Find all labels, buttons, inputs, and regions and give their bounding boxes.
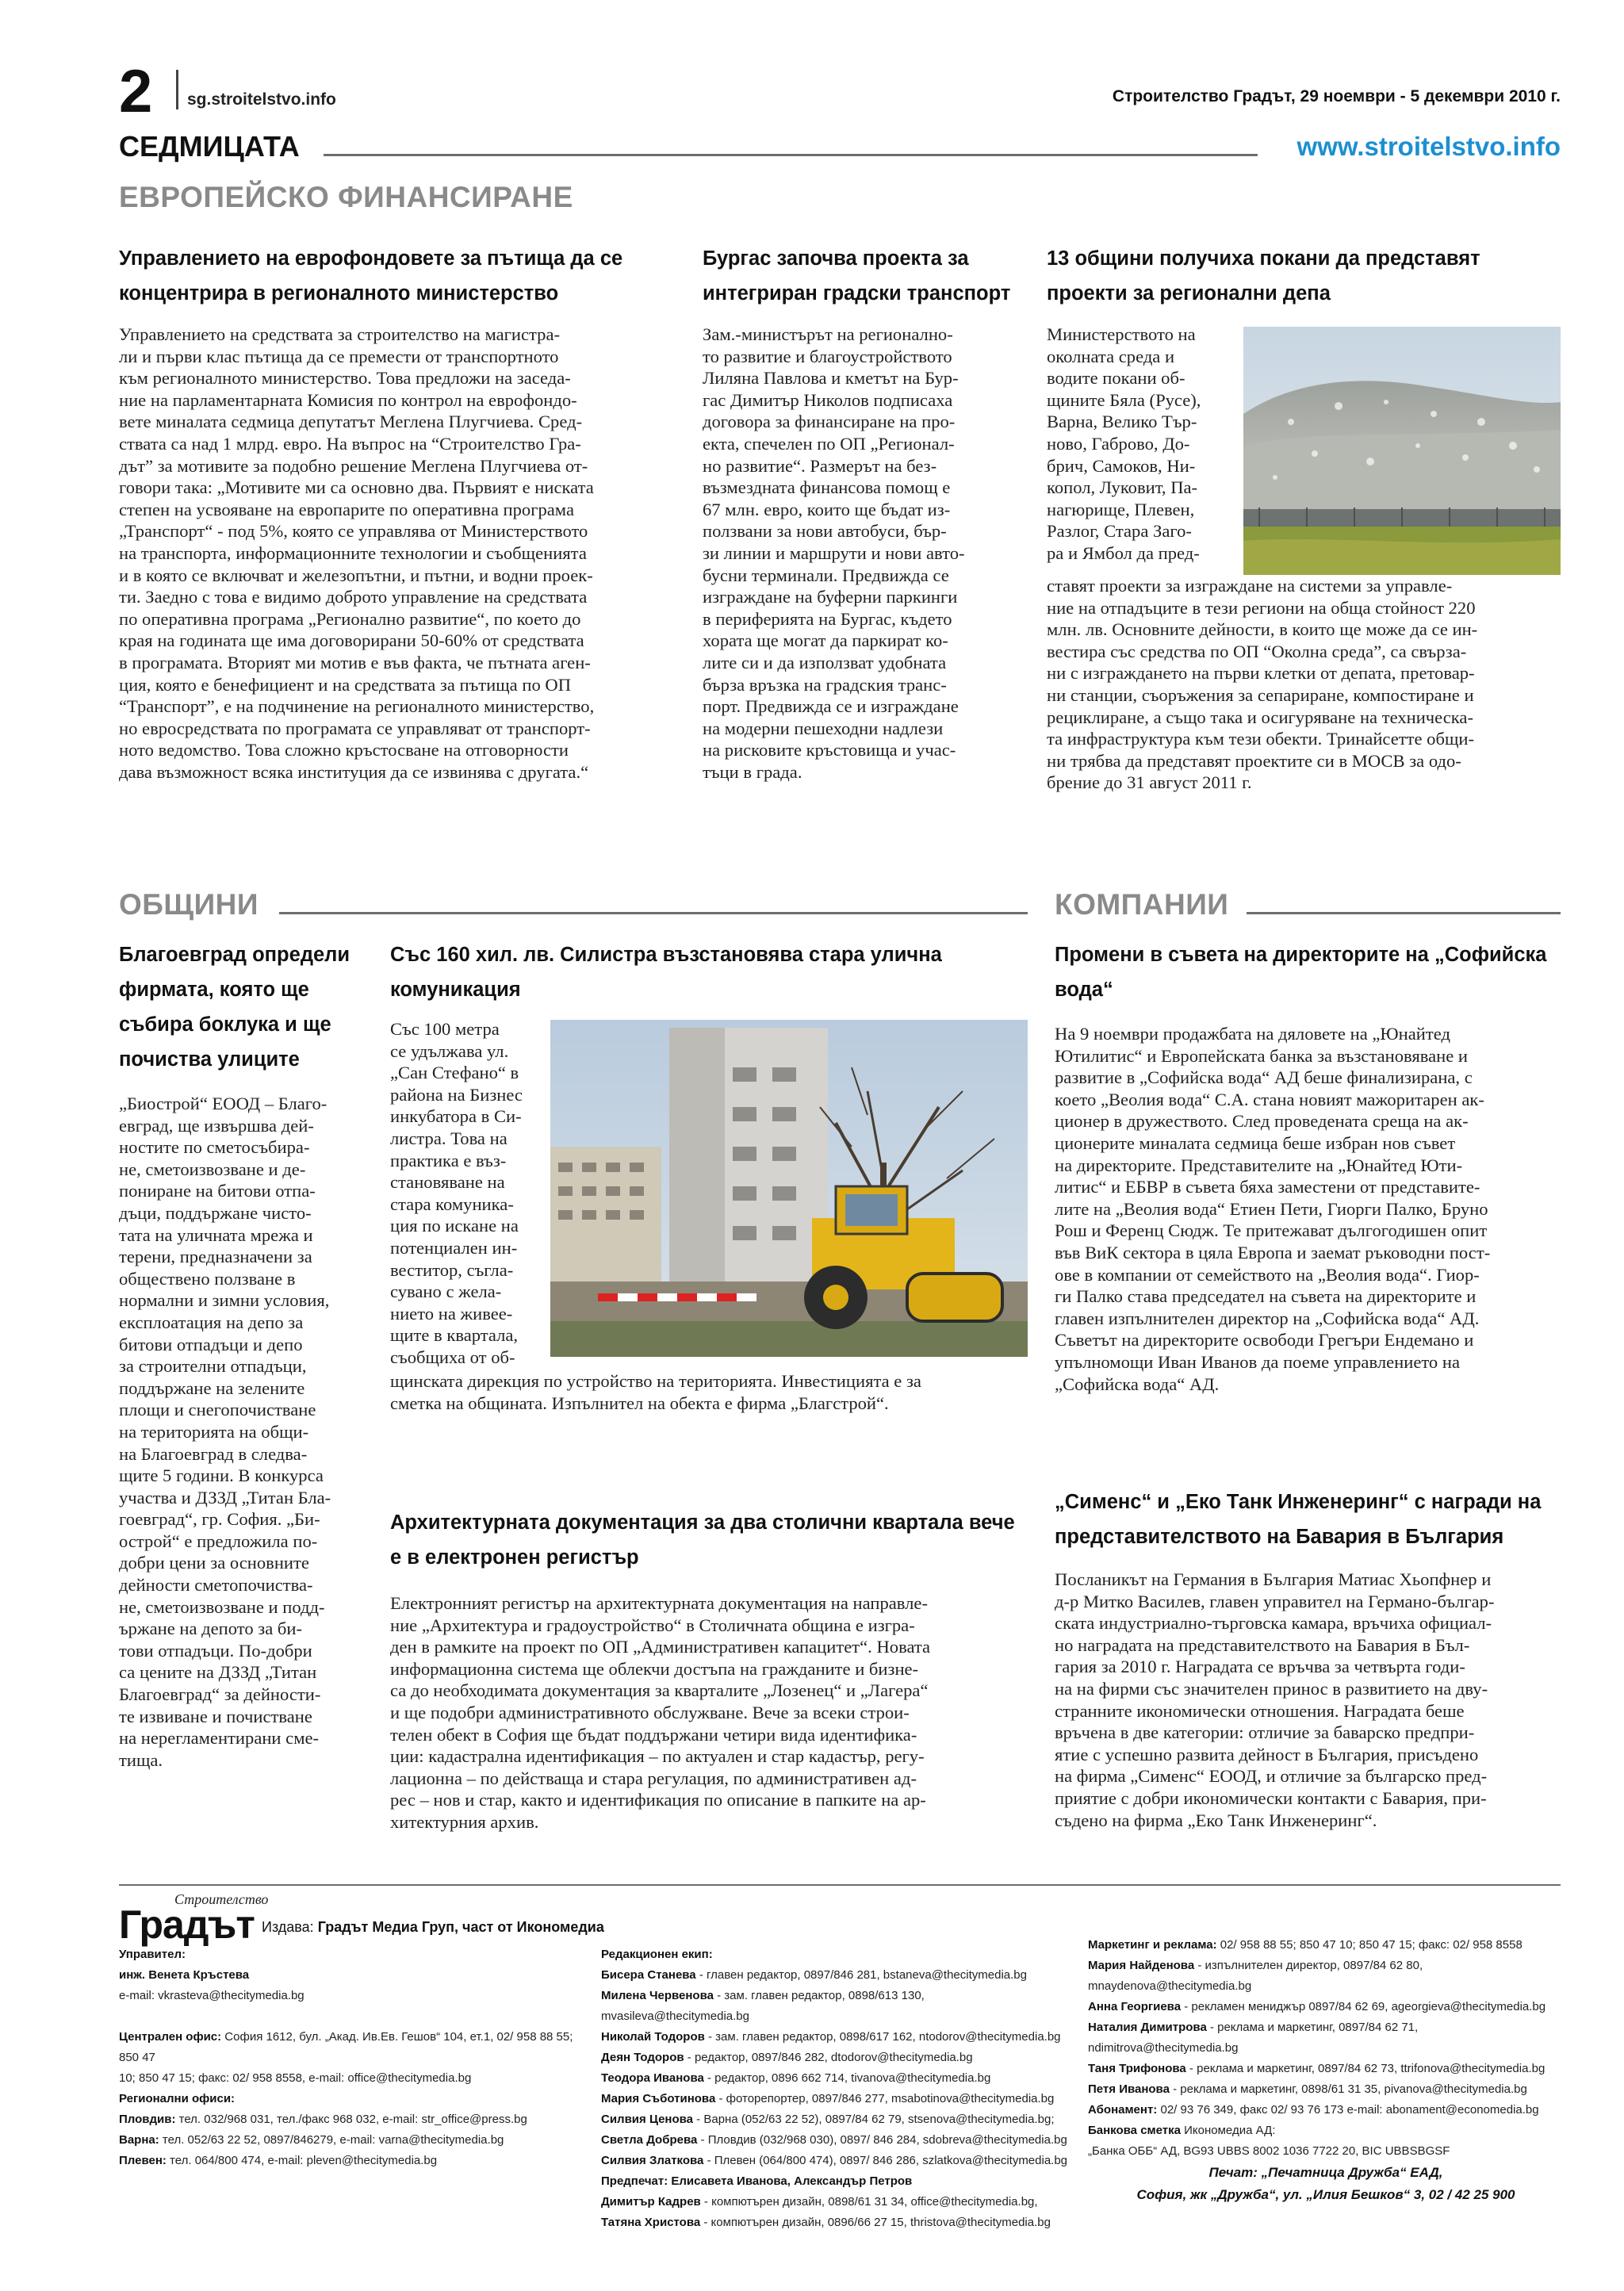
text-line: главен изпълнителен директор на „Софийска вода“ АД. [1055,1308,1480,1328]
article-body [390,1018,546,1369]
text-line: хората ще могат да паркират ко- [703,630,948,651]
text-line: на директорите. Представителите на „Юнайтед Юти- [1055,1155,1463,1175]
text-line: Варна, Велико Тър- [1047,412,1197,432]
footer-col-editorial [601,1944,1069,2233]
text-line: то развитие и благоустройството [703,346,952,366]
text-line: не, сметоизвозване и подд- [119,1596,325,1617]
text-line: което „Веолия вода“ С.А. стана новият мажоритарен ак- [1055,1089,1484,1109]
landfill-photo [1243,327,1561,575]
text-line: Рош и Ференц Сюдж. Те притежават дългогодишен опит [1055,1220,1488,1241]
text-line: ции: кадастрална идентификация – по актуален и стар кадастър, регу- [390,1746,925,1767]
article-body [390,1592,1032,1833]
text-line: на територията на общи- [119,1421,309,1442]
text-line: копол, Луковит, Па- [1047,477,1198,498]
text-line: говори така: „Мотивите ми са основно два. Първият е ниската [119,477,594,498]
site-url-small[interactable]: sg.stroitelstvo.info [187,90,336,109]
text-line: острой“ е предложила по- [119,1531,318,1551]
text-line: края на годината ще има договорирани 50-60% от средствата [119,630,584,651]
text-line: Посланикът на Германия в България Матиас Хьопфнер и [1055,1569,1492,1589]
text-line: ционерите миналата седмица беше избран нов съвет [1055,1132,1456,1153]
text-line: порт. Предвижда се и изграждане [703,696,959,717]
text-line: Министерството на [1047,324,1196,344]
text-line: лационна – по действаща и стара регулация, по административен ад- [390,1768,917,1788]
footer-line: Маркетинг и реклама: 02/ 958 88 55; 850 47 10; 850 47 15; факс: 02/ 958 8558 [1088,1938,1522,1952]
text-line: ни трябва да представят проектите си в МОСВ за одо- [1047,750,1461,771]
text-line: на нерегламентирани сме- [119,1728,320,1749]
text-line: ден в рамките на проект по ОП „Административен капацитет“. Новата [390,1637,931,1657]
text-line: Зам.-министърът на регионално- [703,324,953,344]
footer-col-marketing [1088,1935,1564,2162]
footer-line: Регионални офиси: [119,2092,236,2105]
footer-rule [119,1884,1561,1886]
text-line: щите в квартала, [390,1325,519,1346]
issue-date: Строителство Градът, 29 ноември - 5 декември 2010 г. [1112,87,1561,105]
text-line: рес – нов и стар, както и идентификация по описание в папките на ар- [390,1790,926,1810]
text-line: становяване на [390,1172,505,1193]
text-line: нието на живее- [390,1303,513,1324]
text-line: добри цени за основните [119,1553,309,1573]
footer-line: Бисера Станева - главен редактор, 0897/846 281, bstaneva@thecitymedia.bg [601,1968,1027,1982]
text-line: са цените на ДЗЗД „Титан [119,1662,317,1683]
text-line: Електронният регистър на архитектурната документация на направле- [390,1593,928,1613]
text-line: по оперативна програма „Регионално развитие“, по което до [119,608,581,629]
text-line: във ВиК сектора в цяла Европа и заемат ръководни пост- [1055,1242,1491,1262]
text-line: „Транспорт“ - под 5%, която се управлява от Министерството [119,521,588,542]
footer-line: Петя Иванова - реклама и маркетинг, 0898/61 31 35, pivanova@thecitymedia.bg [1088,2082,1527,2096]
text-line: вете миналата седмица депутатът Меглена Плугчиева. Сред- [119,412,583,432]
text-line: дът” за мотивите за подобно решение Меглена Плугчиева от- [119,455,588,476]
text-line: дейности сметопочиства- [119,1575,313,1596]
text-line: хитектурния архив. [390,1811,539,1832]
text-line: „Софийска вода“ АД. [1055,1373,1220,1394]
article-body [119,1093,365,1771]
text-line: съобщиха от об- [390,1347,515,1367]
footer-line [119,2006,595,2027]
text-line: инкубатора в Си- [390,1106,522,1127]
footer-line: Милена Червенова - зам. главен редактор, 0898/613 130, mvasileva@thecitymedia.bg [601,1989,925,2023]
text-line: тища. [119,1749,163,1770]
text-line: веститор, съгла- [390,1259,514,1280]
text-line: листра. Това на [390,1128,508,1148]
text-line: на транспорта, информационните технологии и съобщенията [119,542,587,563]
footer-line: e-mail: vkrasteva@thecitymedia.bg [119,1989,304,2002]
footer-line: инж. Венета Кръстева [119,1968,250,1982]
text-line: сметка на общината. Изпълнител на обекта е фирма „Благстрой“. [390,1393,889,1413]
text-line: ние „Архитектура и градоустройство“ в Столичната община е изгра- [390,1615,915,1635]
text-line: но наградата на представителството на Бавария в Бъл- [1055,1634,1470,1655]
footer-line: Деян Тодоров - редактор, 0897/846 282, dtodorov@thecitymedia.bg [601,2051,973,2064]
text-line: 67 млн. евро, които ще бъдат из- [703,499,951,519]
print-info: Печат: „Печатница Дружба“ ЕАД, София, жк „Дружба“, ул. „Илия Бешков“ 3, 02 / 42 25 900 [1136,2165,1515,2202]
text-line: екта, спечелен по ОП „Регионал- [703,433,955,454]
text-line: потенциален ин- [390,1237,518,1258]
text-line: тови отпадъци. По-добри [119,1640,312,1661]
article-body [390,1370,1032,1414]
text-line: на рисковите кръстовища и учас- [703,740,956,760]
text-line: ове в компании от семейството на „Веолия вода“. Гиор- [1055,1264,1480,1285]
text-line: практика е въз- [390,1150,507,1170]
text-line: ържане на депото за би- [119,1619,303,1639]
text-line: обществено ползване в [119,1268,296,1289]
text-line: тата на уличната мрежа и [119,1224,313,1245]
footer-line: Мария Съботинова - фоторепортер, 0897/846 277, msabotinova@thecitymedia.bg [601,2092,1055,2105]
text-line: изграждане на буферни паркинги [703,587,958,607]
text-line: ставят проекти за изграждане на системи за управле- [1047,576,1453,596]
text-line: „Биострой“ ЕООД – Благо- [119,1094,327,1113]
text-line: телен обект в София ще бъдат поддържани четири вида идентифика- [390,1724,917,1745]
text-line: пониране на битови отпа- [119,1181,316,1201]
article-headline: „Сименс“ и „Еко Танк Инженеринг“ с награди на представителството на Бавария в България [1055,1491,1542,1548]
footer-line: Силвия Ценова - Варна (052/63 22 52), 0897/84 62 79, stsenova@thecitymedia.bg; [601,2113,1055,2126]
footer-line: Управител: [119,1948,186,1961]
article-headline: Бургас започва проекта за интегриран градски транспорт [703,247,1011,305]
footer-col-management [119,1944,595,2171]
footer-line: „Банка ОББ“ АД, BG93 UBBS 8002 1036 7722 20, BIC UBBSBGSF [1088,2144,1450,2158]
text-line: информационна система ще облекчи достъпа на гражданите и бизне- [390,1658,919,1679]
text-line: Благоевград“ за дейности- [119,1684,321,1705]
text-line: приятие с добри икономически контакти с Бавария, при- [1055,1787,1487,1808]
article-body [119,324,687,783]
text-line: „Сан Стефано“ в [390,1063,519,1083]
text-line: ционер в дружеството. След проведената среща на ак- [1055,1111,1469,1132]
text-line: водите покани об- [1047,368,1185,389]
text-line: за строителни отпадъци, [119,1356,307,1377]
footer-line: Плевен: тел. 064/800 474, e-mail: pleven@thecitymedia.bg [119,2154,438,2167]
website-link[interactable]: www.stroitelstvo.info [1297,132,1561,161]
text-line: д-р Митко Василев, главен управител на Германо-българ- [1055,1591,1495,1611]
text-line: те извиване и почистване [119,1706,312,1726]
section-rule [1247,912,1561,914]
header-divider [176,70,178,109]
text-line: в периферията на Бургас, където [703,608,952,629]
text-line: На 9 ноември продажбата на дяловете на „Юнайтед [1055,1024,1450,1044]
footer-line: Силвия Златкова - Плевен (064/800 474), 0897/ 846 286, szlatkova@thecitymedia.bg [601,2154,1068,2167]
text-line: нагюрище, Плевен, [1047,499,1195,519]
section-rule [279,912,1028,914]
article-headline: Управлението на еврофондовете за пътища да се концентрира в регионалното министерство [119,247,623,305]
text-line: на фирма „Сименс“ ЕООД, и отличие за българско пред- [1055,1766,1488,1787]
text-line: терени, предназначени за [119,1247,312,1267]
footer-line: Наталия Димитрова - реклама и маркетинг, 0897/84 62 71, ndimitrova@thecitymedia.bg [1088,2021,1419,2055]
text-line: съдено на фирма „Еко Танк Инженеринг“. [1055,1810,1377,1830]
text-line: сувано с жела- [390,1282,502,1302]
text-line: гас Димитър Николов подписаха [703,389,953,410]
text-line: и ще подобри административното обслужване. Вече за всеки строи- [390,1702,910,1722]
text-line: не, сметоизвозване и де- [119,1159,306,1179]
footer-line: Светла Добрева - Пловдив (032/968 030), 0897/ 846 284, sdobreva@thecitymedia.bg [601,2133,1067,2147]
text-line: Ютилитис“ и Европейската банка за възстановяване и [1055,1045,1469,1066]
text-line: бърза връзка на градския транс- [703,674,947,695]
text-line: договора за финансиране на про- [703,412,956,432]
text-line: ползвани за нови автобуси, бър- [703,521,947,542]
text-line: брение до 31 август 2011 г. [1047,772,1252,793]
article-headline: 13 общини получиха покани да представят проекти за регионални депа [1047,247,1480,305]
footer-line: Пловдив: тел. 032/968 031, тел./факс 968 032, e-mail: str_office@press.bg [119,2113,527,2126]
footer-line: Предпечат: Елисавета Иванова, Александър Петров [601,2174,913,2188]
text-line: рециклиране, а също така и осигуряване на техническа- [1047,707,1473,727]
text-line: на модерни пешеходни надлези [703,718,944,738]
text-line: вестира със средства по ОП “Околна среда”, са свързa- [1047,641,1467,661]
footer-line: Димитър Кадрев - компютърен дизайн, 0898/61 31 34, office@thecitymedia.bg, [601,2195,1038,2209]
text-line: нормални и зимни условия, [119,1290,330,1311]
text-line: тъци в града. [703,761,802,782]
text-line: поддържане на зелените [119,1377,305,1398]
text-line: ни станции, съоръжения за сепариране, компостиране и [1047,684,1474,705]
section-rule [324,154,1258,156]
text-line: Лиляна Павлова и кметът на Бур- [703,368,959,389]
text-line: ли и първи клас пътища да се премести от транспортното [119,346,559,366]
page-number: 2 [119,58,153,125]
text-line: Управлението на средствата за строителство на магистра- [119,324,561,344]
text-line: връчена в две категории: отличие за баварско предпри- [1055,1722,1475,1743]
text-line: и в която се включват и железопътни, и пътни, и водни проек- [119,565,593,585]
text-line: експлоатация на депо за [119,1312,304,1332]
text-line: Разлог, Стара Заго- [1047,521,1192,542]
article-body [1047,324,1237,565]
text-line: битови отпадъци и депо [119,1334,303,1354]
section-title: СЕДМИЦАТА [119,130,300,163]
text-line: но развитие“. Размерът на без- [703,455,937,476]
footer-line: Банкова сметка Икономедиа АД: [1088,2124,1276,2137]
text-line: “Транспорт”, е на подчинение на регионалното министерство, [119,696,595,717]
text-line: Съветът на директорите освободи Грегъри Ендемано и [1055,1330,1474,1350]
text-line: щините Бяла (Русе), [1047,389,1201,410]
text-line: ция, която е бенефициент и на средствата за пътища по ОП [119,674,572,695]
section-label-obshtini: ОБЩИНИ [119,888,259,921]
text-line: странните икономически отношения. Наградата беше [1055,1700,1465,1721]
text-line: дъци, поддържане чисто- [119,1202,312,1223]
text-line: ново, Габрово, До- [1047,433,1190,454]
footer-line: Николай Тодоров - зам. главен редактор, 0898/617 162, ntodorov@thecitymedia.bg [601,2030,1061,2044]
section-label-kompanii: КОМПАНИИ [1055,888,1229,921]
text-line: гоевград“, гр. София. „Би- [119,1509,320,1530]
text-line: се удължава ул. [390,1040,509,1061]
footer-line: Анна Георгиева - рекламен мениджър 0897/84 62 69, ageorgieva@thecitymedia.bg [1088,2000,1546,2013]
text-line: възмездната финансова помощ е [703,477,951,498]
text-line: ги Палко става председател на съвета на директорите и [1055,1286,1477,1307]
text-line: ние на отпадъците в тези региони на обща стойност 220 [1047,597,1476,618]
text-line: развитие в „Софийска вода“ АД беше финализирана, с [1055,1067,1473,1088]
article-body [1055,1023,1562,1395]
publisher-line: Издава: Градът Медиа Груп, част от Икономедиа [262,1919,604,1935]
text-line: та инфраструктура към тези обекти. Тринайсетте общи- [1047,729,1474,749]
text-line: ностите по сметосъбира- [119,1137,310,1158]
text-line: на на фирми със значителен принос в развитието на дву- [1055,1678,1488,1699]
article-body [1047,575,1562,794]
text-line: млн. лв. Основните дейности, в които ще може да се ин- [1047,619,1478,640]
text-line: упълномощи Иван Иванов да поеме управлението на [1055,1351,1460,1372]
text-line: участва и ДЗЗД „Титан Бла- [119,1487,331,1508]
footer-line: Централен офис: София 1612, бул. „Акад. Ив.Ев. Гешов“ 104, ет.1, 02/ 958 88 55; 850 47 [119,2030,573,2064]
article-headline: Благоевград определи фирмата, която ще събира боклука и ще почиства улиците [119,944,350,1071]
article-headline: Архитектурната документация за два столични квартала вече е в електронен регистър [390,1511,1015,1569]
text-line: района на Бизнес [390,1084,523,1105]
text-line: брич, Самоков, Ни- [1047,455,1196,476]
text-line: Със 100 метра [390,1019,500,1039]
text-line: ното ведомство. Това сложно кръстосване на отговорности [119,740,569,760]
article-body [703,324,1044,783]
text-line: ние на парламентарната Комисия по контрол на еврофондо- [119,389,577,410]
newspaper-logo: Строителство Градът [119,1891,269,1947]
text-line: евград, ще извършва дей- [119,1115,314,1136]
text-line: степен на усвояване на европарите по оперативна програма [119,499,574,519]
text-line: в програмата. Вторият ми мотив е във факта, че пътната аген- [119,652,591,672]
text-line: ция по искане на [390,1216,519,1236]
construction-photo [550,1020,1028,1357]
text-line: на Благоевград в следва- [119,1443,308,1464]
text-line: щинската дирекция по устройство на територията. Инвестицията е за [390,1371,921,1391]
article-body [1055,1569,1562,1831]
footer-line: Варна: тел. 052/63 22 52, 0897/846279, e-mail: varna@thecitymedia.bg [119,2133,504,2147]
text-line: ската индустриално-търговска камара, връчиха официал- [1055,1613,1492,1634]
text-line: но евросредствата по програмата се управляват от транспорт- [119,718,591,738]
text-line: гария за 2010 г. Наградата се връчва за четвърта годи- [1055,1657,1465,1677]
text-line: литис“ и ЕБВР в съвета бяха заместени от представите- [1055,1177,1480,1197]
text-line: щите 5 години. В конкурса [119,1465,324,1486]
footer-line: 10; 850 47 15; факс: 02/ 958 8558, e-mail: office@thecitymedia.bg [119,2071,472,2085]
footer-line: Абонамент: 02/ 93 76 349, факс 02/ 93 76 173 e-mail: abonament@economedia.bg [1088,2103,1539,2117]
text-line: ра и Ямбол да пред- [1047,542,1200,563]
text-line: площи и снегопочистване [119,1400,316,1420]
text-line: лите си и да използват удобната [703,652,947,672]
footer-line: Теодора Иванова - редактор, 0896 662 714, tivanova@thecitymedia.bg [601,2071,991,2085]
text-line: към регионалното министерство. Това предложи на заседа- [119,368,571,389]
footer-line: Редакционен екип: [601,1948,713,1961]
article-headline: Със 160 хил. лв. Силистра възстановява стара улична комуникация [390,944,942,1001]
text-line: стара комуника- [390,1193,514,1214]
subsection-title: ЕВРОПЕЙСКО ФИНАНСИРАНЕ [119,181,573,213]
text-line: ятие с успешно развита дейност в България, присъдено [1055,1744,1479,1764]
footer-line: Мария Найденова - изпълнителен директор, 0897/84 62 80, mnaydenova@thecitymedia.bg [1088,1959,1423,1993]
text-line: ствата са над 1 млрд. евро. На въпрос на “Строителство Гра- [119,433,581,454]
footer-line: Татяна Христова - компютърен дизайн, 0896/66 27 15, thristova@thecitymedia.bg [601,2216,1051,2229]
text-line: ни с изграждането на първи клетки от депата, претовар- [1047,663,1475,684]
text-line: околната среда и [1047,346,1175,366]
text-line: зи линии и маршрути и нови авто- [703,542,965,563]
footer-line: Таня Трифонова - реклама и маркетинг, 0897/84 62 73, ttrifonova@thecitymedia.bg [1088,2062,1545,2075]
text-line: дава възможност всяка институция да се извинява с другата.“ [119,761,589,782]
text-line: ти. Заедно с това е видимо доброто управление на средствата [119,587,588,607]
text-line: са до необходимата документация за кварталите „Лозенец“ и „Лагера“ [390,1680,929,1701]
text-line: лите на „Веолия вода“ Етиен Пети, Гиорги Палко, Бруно [1055,1198,1488,1219]
article-headline: Промени в съвета на директорите на „Софийска вода“ [1055,944,1547,1001]
text-line: бусни терминали. Предвижда се [703,565,949,585]
